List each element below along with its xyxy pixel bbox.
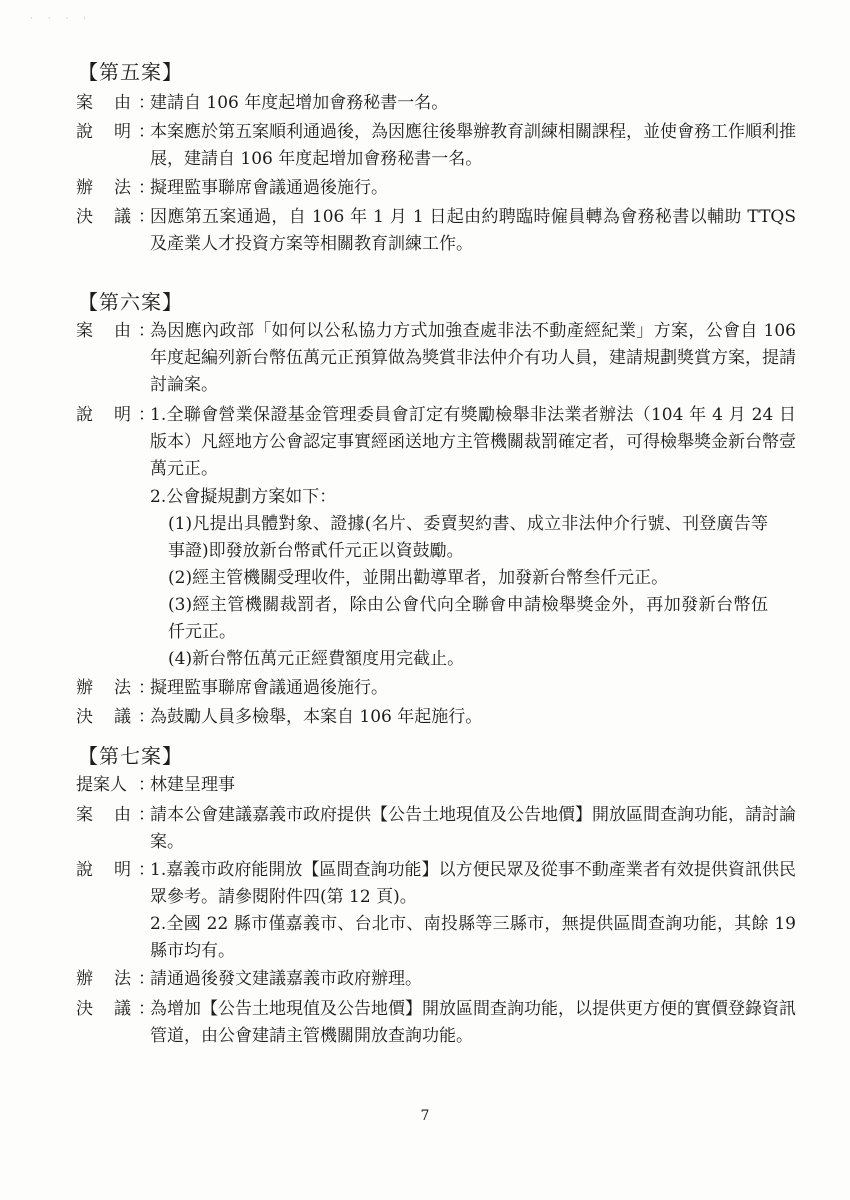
case7-method: 辦 法 ： 請通過後發文建議嘉義市政府辦理。 <box>76 966 796 993</box>
case5-resolution: 決 議 ： 因應第五案通過，自 106 年 1 月 1 日起由約聘臨時僱員轉為會務秘書以輔助 TTQS 及產業人才投資方案等相關教育訓練工作。 <box>76 204 796 258</box>
case7-explain-1: 1.嘉義市政府能開放【區間查詢功能】以方便民眾及從事不動產業者有效提供資訊供民眾參考。請參閱附件四(第 12 頁)。 <box>150 860 796 907</box>
scan-specks: · · · · <box>30 14 93 24</box>
case7-proposer-text: 林建呈理事 <box>150 775 235 795</box>
case7-title: 【第七案】 <box>78 744 183 768</box>
case5-explain-text: 本案應於第五案順利通過後，為因應往後舉辦教育訓練相關課程，並使會務工作順利推展，建請自 106 年度起增加會務秘書一名。 <box>150 122 796 169</box>
case6-explain: 說 明 ： 1.全聯會營業保證基金管理委員會訂定有獎勵檢舉非法業者辦法（104 年 4 月 24 日版本）凡經地方公會認定事實經函送地方主管機關裁罰確定者，可得檢舉獎金新台幣壹萬元正。 <box>76 402 796 483</box>
case7-resolution: 決 議 ： 為增加【公告土地現值及公告地價】開放區間查詢功能，以提供更方便的實價登錄資訊管道，由公會建請主管機關開放查詢功能。 <box>76 996 796 1050</box>
case5-reason-text: 建請自 106 年度起增加會務秘書一名。 <box>150 93 449 113</box>
case6-explain-1: 1.全聯會營業保證基金管理委員會訂定有獎勵檢舉非法業者辦法（104 年 4 月 24 日版本）凡經地方公會認定事實經函送地方主管機關裁罰確定者，可得檢舉獎金新台幣壹萬元正。 <box>150 405 796 479</box>
page-number: 7 <box>420 1108 430 1124</box>
case6-title: 【第六案】 <box>78 290 183 314</box>
case6-resolution-text: 為鼓勵人員多檢舉，本案自 106 年起施行。 <box>150 707 483 727</box>
case5-method: 辦 法 ： 擬理監事聯席會議通過後施行。 <box>76 175 796 202</box>
case6-explain-2: 2.公會擬規劃方案如下： <box>150 487 337 507</box>
case5-reason: 案 由 ： 建請自 106 年度起增加會務秘書一名。 <box>76 90 796 117</box>
case7-proposer: 提案人 ： 林建呈理事 <box>76 772 796 799</box>
case6-method-text: 擬理監事聯席會議通過後施行。 <box>150 678 388 698</box>
case6-item-3: (3)經主管機關裁罰者，除由公會代向全聯會申請檢舉獎金外，再加發新台幣伍仟元正。 <box>168 595 768 642</box>
case6-item-4: (4)新台幣伍萬元正經費額度用完截止。 <box>168 649 465 669</box>
case6-method: 辦 法 ： 擬理監事聯席會議通過後施行。 <box>76 675 796 702</box>
case7-reason: 案 由 ： 請本公會建議嘉義市政府提供【公告土地現值及公告地價】開放區間查詢功能，請討論案。 <box>76 802 796 856</box>
case5-title: 【第五案】 <box>78 60 183 84</box>
case7-method-text: 請通過後發文建議嘉義市政府辦理。 <box>150 969 422 989</box>
case5-resolution-text: 因應第五案通過，自 106 年 1 月 1 日起由約聘臨時僱員轉為會務秘書以輔助 TTQS 及產業人才投資方案等相關教育訓練工作。 <box>150 207 796 254</box>
case6-resolution: 決 議 ： 為鼓勵人員多檢舉，本案自 106 年起施行。 <box>76 704 796 731</box>
case7-explain-2: 2.全國 22 縣市僅嘉義市、台北市、南投縣等三縣市，無提供區間查詢功能，其餘 19 縣市均有。 <box>150 914 796 961</box>
case6-item-1: (1)凡提出具體對象、證據(名片、委賣契約書、成立非法仲介行號、刊登廣告等事證)即發放新台幣貳仟元正以資鼓勵。 <box>168 514 768 561</box>
case7-resolution-text: 為增加【公告土地現值及公告地價】開放區間查詢功能，以提供更方便的實價登錄資訊管道，由公會建請主管機關開放查詢功能。 <box>150 999 796 1046</box>
case5-explain: 說 明 ： 本案應於第五案順利通過後，為因應往後舉辦教育訓練相關課程，並使會務工作順利推展，建請自 106 年度起增加會務秘書一名。 <box>76 119 796 173</box>
case6-item-2: (2)經主管機關受理收件，並開出勸導單者，加發新台幣叁仟元正。 <box>168 568 669 588</box>
case5-method-text: 擬理監事聯席會議通過後施行。 <box>150 178 388 198</box>
case7-reason-text: 請本公會建議嘉義市政府提供【公告土地現值及公告地價】開放區間查詢功能，請討論案。 <box>150 805 796 852</box>
case6-reason: 案 由 ： 為因應內政部「如何以公私協力方式加強查處非法不動產經紀業」方案，公會自 106 年度起編列新台幣伍萬元正預算做為獎賞非法仲介有功人員，建請規劃獎賞方案，提請討論案。 <box>76 318 796 399</box>
case7-explain: 說 明 ： 1.嘉義市政府能開放【區間查詢功能】以方便民眾及從事不動產業者有效提供資訊供民眾參考。請參閱附件四(第 12 頁)。 <box>76 857 796 911</box>
case6-reason-text: 為因應內政部「如何以公私協力方式加強查處非法不動產經紀業」方案，公會自 106 年度起編列新台幣伍萬元正預算做為獎賞非法仲介有功人員，建請規劃獎賞方案，提請討論案。 <box>150 321 796 395</box>
